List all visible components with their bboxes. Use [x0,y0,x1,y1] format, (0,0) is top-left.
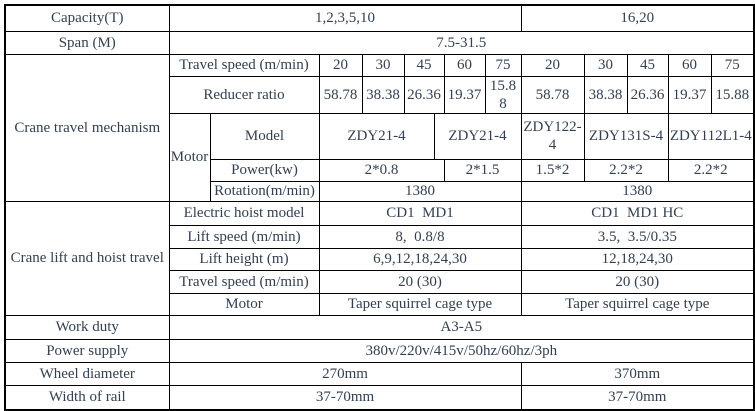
rotation-left-value: 1380 [319,181,521,201]
travel-speed-value: 45 [404,54,444,76]
hoist-motor-right-value: Taper squirrel cage type [521,293,754,315]
model-label: Model [210,113,319,159]
hoist-model-right-value: CD1 MD1 HC [521,201,754,225]
lift-speed-label: Lift speed (m/min) [169,225,319,248]
power-value: 2.2*2 [584,159,668,181]
travel-speed-value: 20 [521,54,584,76]
rotation-right-value: 1380 [521,181,754,201]
hoist-motor-label: Motor [169,293,319,315]
hoist-model-row [5,201,754,225]
lift-speed-left-value: 8, 0.8/8 [319,225,521,248]
model-value: ZDY112L1-4 [668,113,754,159]
rail-width-row [5,385,754,410]
travel-speed-value: 60 [668,54,711,76]
span-row [5,31,754,54]
power-value: 2*0.8 [319,159,444,181]
wheel-diameter-left-value: 270mm [169,362,521,385]
rotation-label: Rotation(m/min) [210,181,319,201]
wheel-diameter-right-value: 370mm [521,362,754,385]
capacity-row [5,5,754,31]
lift-height-right-value: 12,18,24,30 [521,248,754,270]
power-value: 2.2*2 [668,159,754,181]
travel-speed-value: 30 [584,54,627,76]
hoist-model-label: Electric hoist model [169,201,319,225]
wheel-diameter-label: Wheel diameter [5,362,169,385]
hoist-motor-left-value: Taper squirrel cage type [319,293,521,315]
model-value: ZDY21-4 [434,113,521,159]
hoist-travel-speed-label: Travel speed (m/min) [169,270,319,293]
power-supply-label: Power supply [5,339,169,362]
rail-width-right-value: 37-70mm [521,385,754,410]
reducer-ratio-value: 38.38 [362,76,404,113]
reducer-ratio-value: 26.36 [404,76,444,113]
wheel-diameter-row [5,362,754,385]
reducer-ratio-value: 58.78 [521,76,584,113]
motor-group-label: Motor [169,113,210,201]
power-value: 2*1.5 [444,159,521,181]
reducer-ratio-value: 15.88 [485,76,521,113]
power-value: 1.5*2 [521,159,584,181]
reducer-ratio-value: 38.38 [584,76,627,113]
rail-width-left-value: 37-70mm [169,385,521,410]
hoist-model-left-value: CD1 MD1 [319,201,521,225]
capacity-right-value: 16,20 [521,5,754,31]
model-value: ZDY131S-4 [584,113,668,159]
work-duty-row [5,315,754,339]
span-label: Span (M) [5,31,169,54]
hoist-travel-speed-right-value: 20 (30) [521,270,754,293]
power-label: Power(kw) [210,159,319,181]
travel-speed-label: Travel speed (m/min) [169,54,319,76]
reducer-ratio-value: 15.88 [711,76,754,113]
travel-speed-value: 75 [485,54,521,76]
power-supply-value: 380v/220v/415v/50hz/60hz/3ph [169,339,754,362]
lift-height-left-value: 6,9,12,18,24,30 [319,248,521,270]
travel-speed-value: 45 [627,54,668,76]
model-value: ZDY21-4 [319,113,434,159]
span-value: 7.5-31.5 [169,31,754,54]
travel-speed-value: 20 [319,54,362,76]
work-duty-value: A3-A5 [169,315,754,339]
lift-section-label: Crane lift and hoist travel [5,201,169,315]
travel-speed-value: 75 [711,54,754,76]
reducer-ratio-value: 19.37 [444,76,485,113]
reducer-ratio-label: Reducer ratio [169,76,319,113]
lift-speed-right-value: 3.5, 3.5/0.35 [521,225,754,248]
model-value: ZDY122-4 [521,113,584,159]
power-supply-row [5,339,754,362]
rail-width-label: Width of rail [5,385,169,410]
lift-height-label: Lift height (m) [169,248,319,270]
reducer-ratio-value: 58.78 [319,76,362,113]
hoist-travel-speed-left-value: 20 (30) [319,270,521,293]
reducer-ratio-value: 19.37 [668,76,711,113]
reducer-ratio-value: 26.36 [627,76,668,113]
travel-mechanism-section-label: Crane travel mechanism [5,54,169,201]
travel-speed-value: 60 [444,54,485,76]
travel-speed-value: 30 [362,54,404,76]
travel-speed-row [5,54,754,76]
capacity-label: Capacity(T) [5,5,169,31]
capacity-left-value: 1,2,3,5,10 [169,5,521,31]
crane-specification-table [4,4,755,411]
work-duty-label: Work duty [5,315,169,339]
